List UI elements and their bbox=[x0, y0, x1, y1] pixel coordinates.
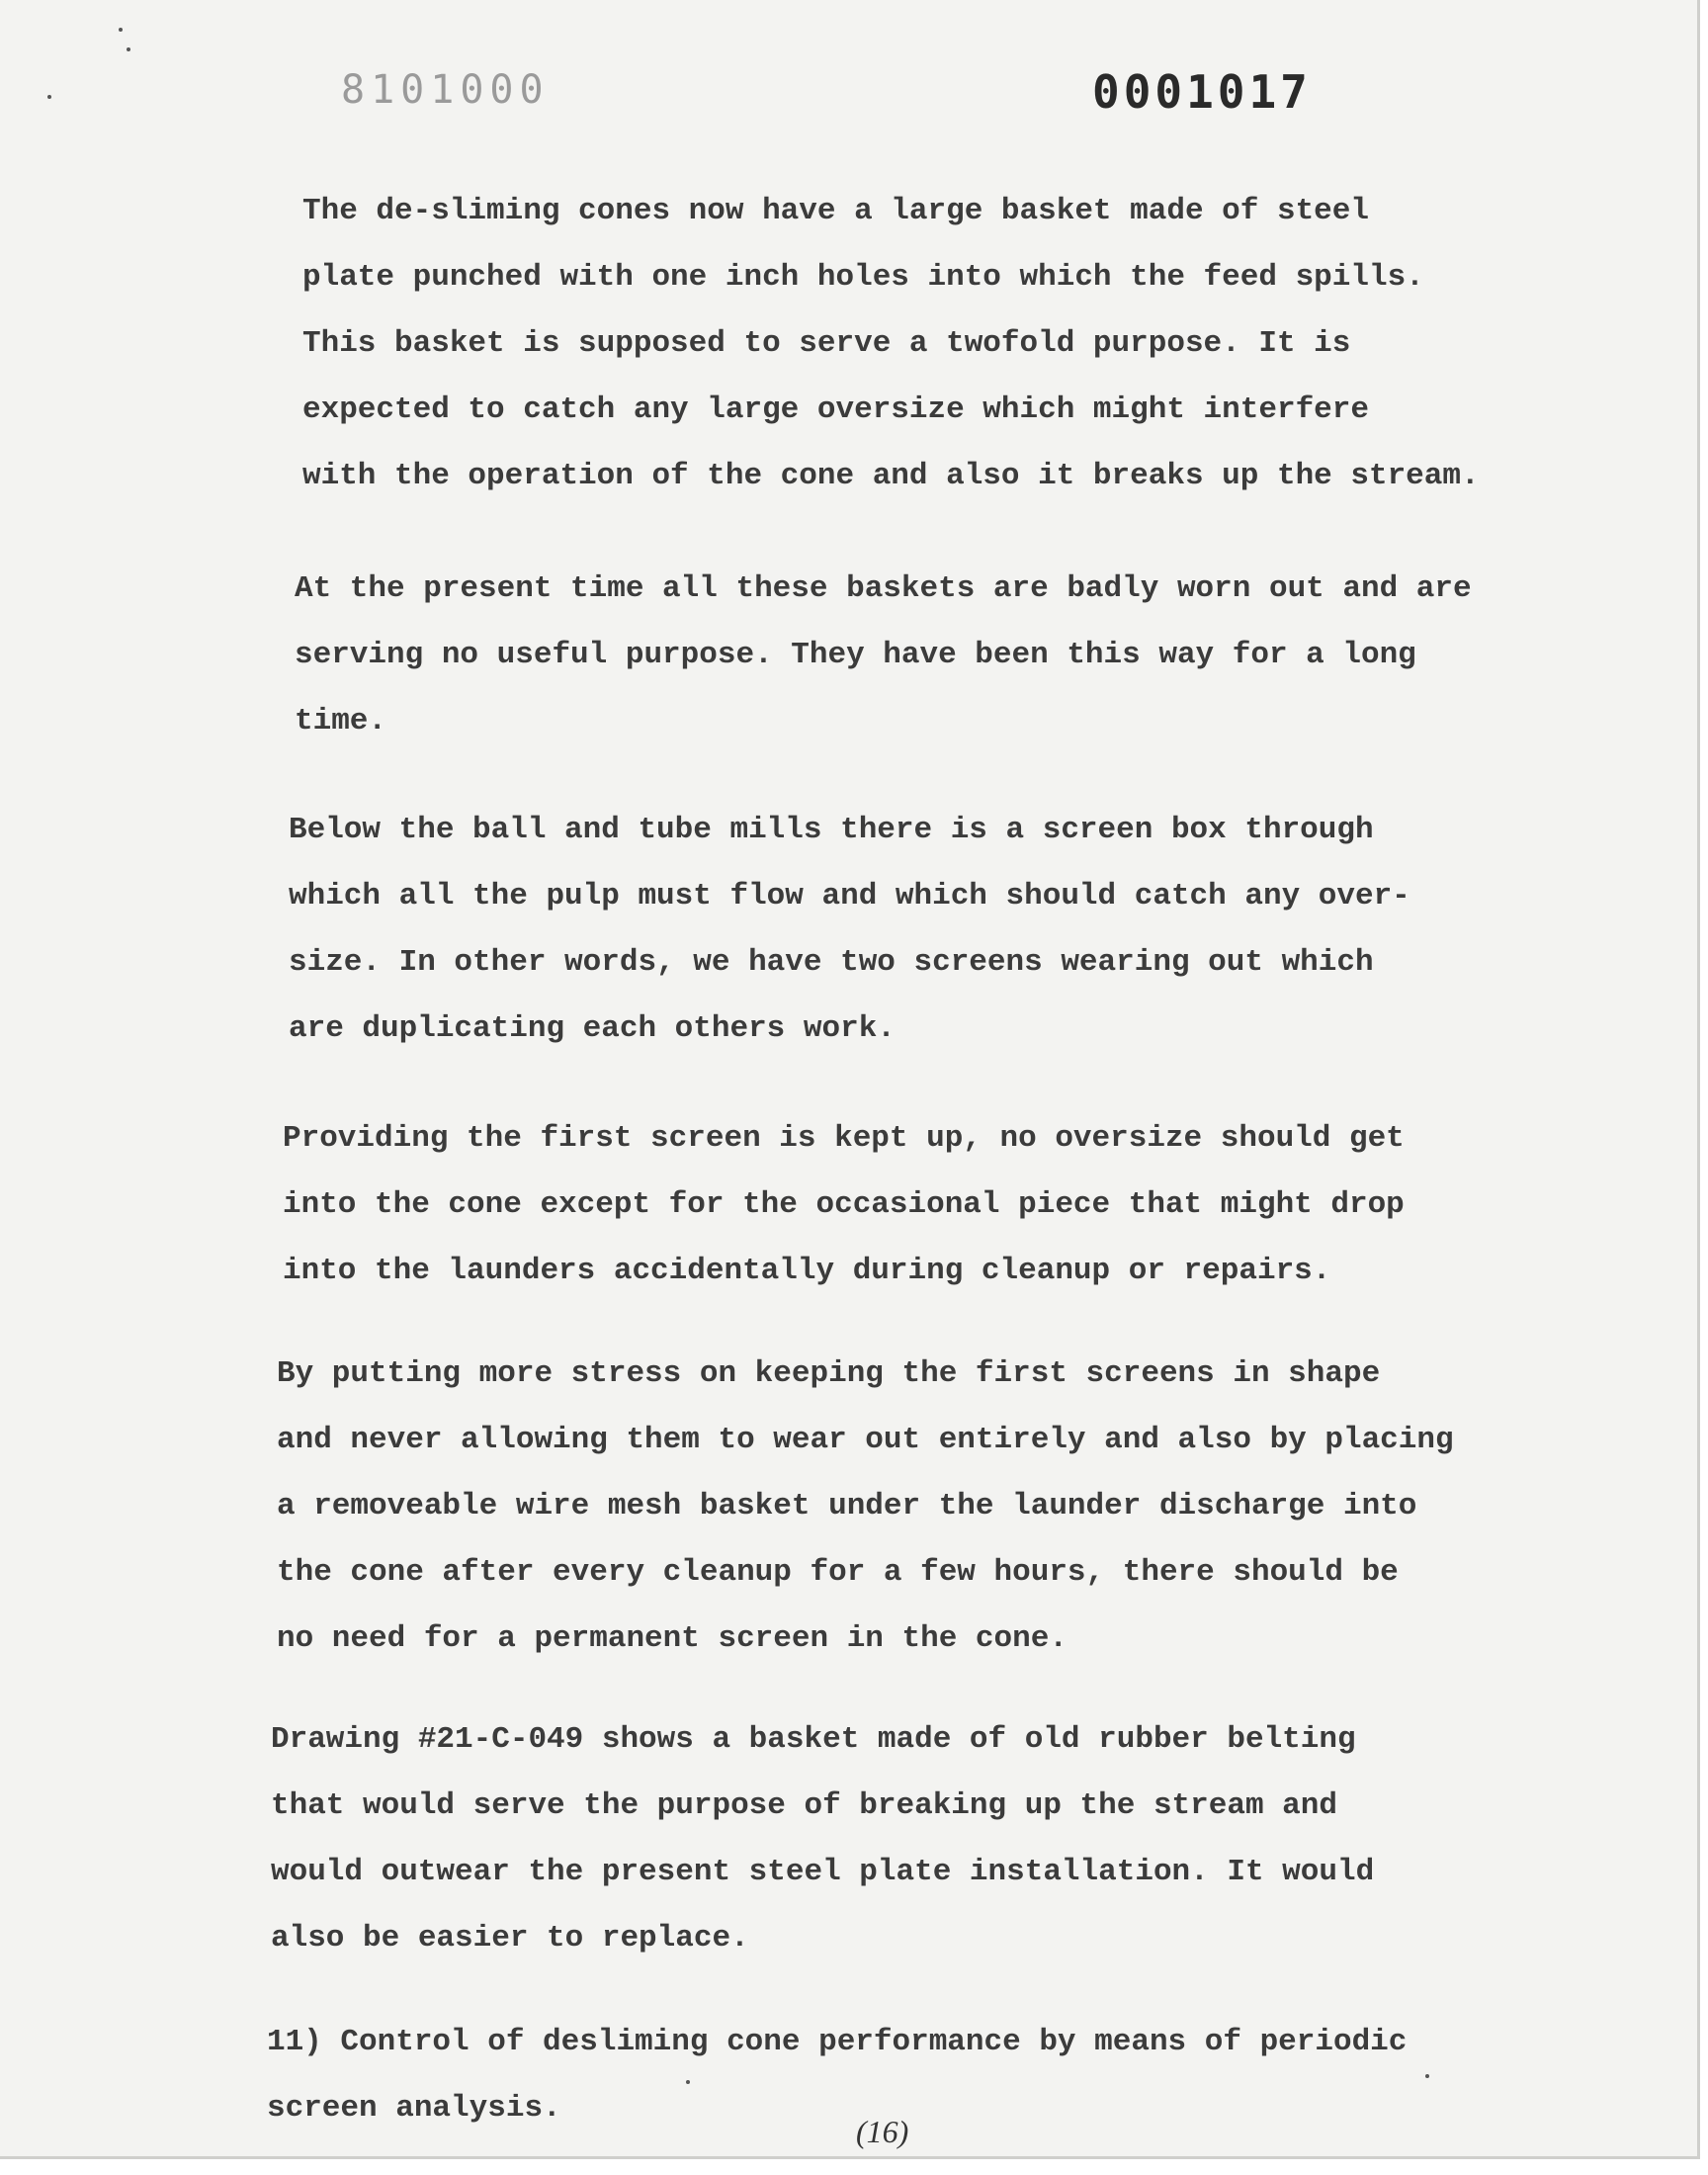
scan-speck bbox=[127, 47, 130, 51]
text-line: that would serve the purpose of breaking up the stream and bbox=[271, 1788, 1337, 1823]
text-line: which all the pulp must flow and which should catch any over- bbox=[289, 879, 1410, 914]
scan-speck bbox=[47, 95, 51, 99]
page-number: (16) bbox=[856, 2114, 909, 2149]
text-line: also be easier to replace. bbox=[271, 1921, 749, 1956]
scan-speck bbox=[1425, 2074, 1429, 2078]
text-line: At the present time all these baskets are badly worn out and are bbox=[295, 571, 1472, 606]
text-line: into the cone except for the occasional piece that might drop bbox=[283, 1187, 1405, 1222]
text-line: a removeable wire mesh basket under the launder discharge into bbox=[277, 1489, 1417, 1523]
document-reference-number-right: 0001017 bbox=[1092, 65, 1312, 119]
paragraph-drawing-basket bbox=[271, 1706, 1374, 1971]
paragraph-deslime-cones bbox=[302, 178, 1480, 509]
text-line: Drawing #21-C-049 shows a basket made of old rubber belting bbox=[271, 1722, 1356, 1757]
text-line: Below the ball and tube mills there is a screen box through bbox=[289, 813, 1374, 847]
text-line: time. bbox=[295, 704, 387, 739]
scan-speck bbox=[119, 28, 123, 32]
paragraph-stress-screens bbox=[277, 1341, 1454, 1672]
text-line: By putting more stress on keeping the first screens in shape bbox=[277, 1356, 1381, 1391]
text-line: size. In other words, we have two screens wearing out which bbox=[289, 945, 1374, 980]
text-line: The de-sliming cones now have a large basket made of steel bbox=[302, 194, 1369, 228]
text-line: and never allowing them to wear out entirely and also by placing bbox=[277, 1423, 1454, 1457]
paragraph-baskets-worn bbox=[295, 556, 1472, 754]
paragraph-item-11 bbox=[267, 2009, 1407, 2141]
text-line: no need for a permanent screen in the cone. bbox=[277, 1621, 1068, 1656]
text-line: 11) Control of desliming cone performance by means of periodic bbox=[267, 2025, 1408, 2059]
scan-speck bbox=[686, 2080, 690, 2084]
text-line: are duplicating each others work. bbox=[289, 1011, 896, 1046]
text-line: plate punched with one inch holes into which the feed spills. bbox=[302, 260, 1424, 295]
text-line: serving no useful purpose. They have been this way for a long bbox=[295, 638, 1416, 672]
text-line: with the operation of the cone and also it breaks up the stream. bbox=[302, 459, 1480, 493]
text-line: Providing the first screen is kept up, no oversize should get bbox=[283, 1121, 1405, 1156]
text-line: expected to catch any large oversize which might interfere bbox=[302, 392, 1369, 427]
text-line: would outwear the present steel plate installation. It would bbox=[271, 1855, 1375, 1889]
text-line: This basket is supposed to serve a twofold purpose. It is bbox=[302, 326, 1351, 361]
text-line: the cone after every cleanup for a few hours, there should be bbox=[277, 1555, 1399, 1590]
paragraph-first-screen bbox=[283, 1105, 1405, 1304]
document-reference-number-left: 8101000 bbox=[341, 67, 550, 113]
text-line: screen analysis. bbox=[267, 2091, 561, 2126]
paragraph-screen-box bbox=[289, 797, 1410, 1062]
text-line: into the launders accidentally during cleanup or repairs. bbox=[283, 1254, 1331, 1288]
